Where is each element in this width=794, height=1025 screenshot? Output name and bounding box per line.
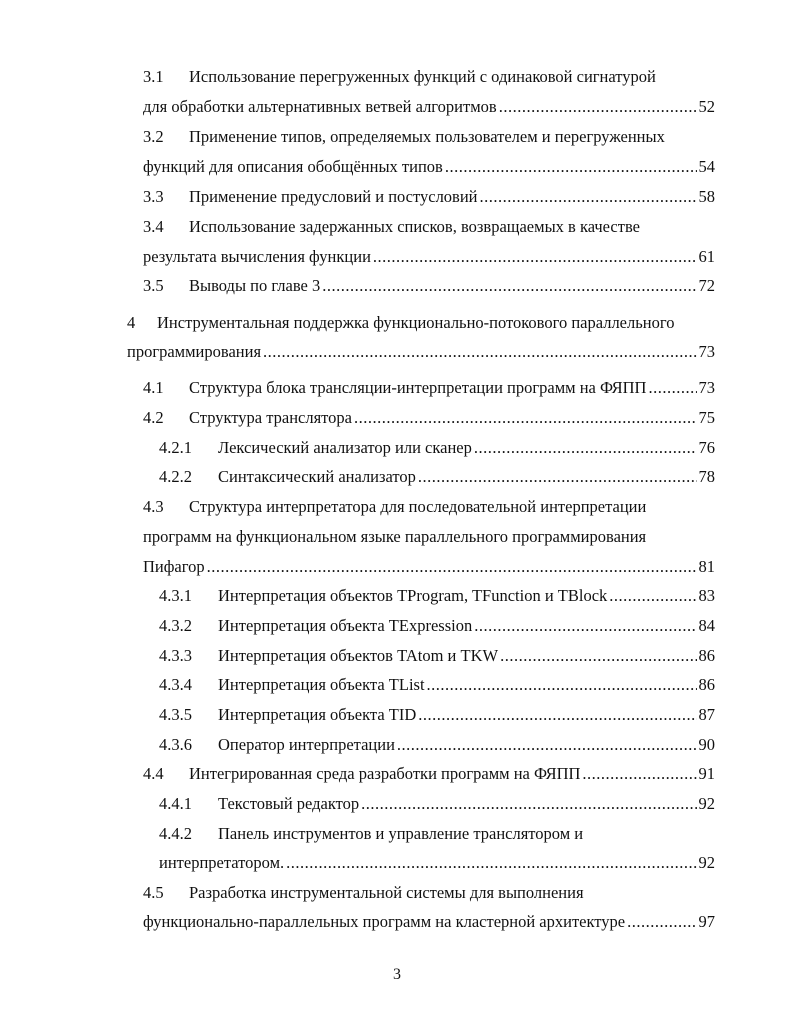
toc-entry-title: Выводы по главе 3 bbox=[189, 276, 321, 295]
toc-entry-title: Лексический анализатор или сканер bbox=[218, 438, 472, 457]
toc-entry-number: 4.2.1 bbox=[159, 438, 192, 457]
toc-entry-number: 4.3.1 bbox=[159, 586, 192, 605]
toc-leader-dots bbox=[474, 438, 697, 458]
toc-entry-number: 3.2 bbox=[143, 127, 164, 146]
toc-entry-title: Инструментальная поддержка функционально-потокового параллельного bbox=[157, 313, 675, 332]
toc-entry-page: 73 bbox=[698, 378, 715, 397]
toc-entry-number: 4.4.2 bbox=[159, 824, 192, 843]
toc-entry-title: Использование задержанных списков, возвращаемых в качестве bbox=[189, 217, 640, 236]
toc-entry-number: 4.2 bbox=[143, 408, 164, 427]
toc-leader-dots bbox=[418, 467, 697, 487]
toc-entry-title: Интерпретация объектов TProgram, TFunction и TBlock bbox=[218, 586, 608, 605]
toc-entry-title: Структура блока трансляции-интерпретации программ на ФЯПП bbox=[189, 378, 647, 397]
toc-entry-page: 81 bbox=[698, 557, 715, 576]
toc-entry-page: 86 bbox=[698, 675, 715, 694]
toc-entry-title-cont: для обработки альтернативных ветвей алгоритмов bbox=[143, 97, 497, 116]
toc-entry-number: 4.2.2 bbox=[159, 467, 192, 486]
toc-entry-page: 84 bbox=[698, 616, 715, 635]
toc-entry-title: Использование перегруженных функций с одинаковой сигнатурой bbox=[189, 67, 656, 86]
toc-leader-dots bbox=[500, 646, 696, 666]
toc-entry-page: 91 bbox=[698, 764, 715, 783]
toc-leader-dots bbox=[427, 675, 697, 695]
toc-entry-page: 87 bbox=[698, 705, 715, 724]
toc-leader-dots bbox=[648, 378, 696, 398]
toc-entry-number: 4.3.3 bbox=[159, 646, 192, 665]
toc-entry-title: Интерпретация объекта TExpression bbox=[218, 616, 473, 635]
toc-entry-page: 92 bbox=[698, 853, 715, 872]
toc-entry-number: 4.4.1 bbox=[159, 794, 192, 813]
toc-entry-number: 4.3 bbox=[143, 497, 164, 516]
toc-entry-number: 4.4 bbox=[143, 764, 164, 783]
toc-entry-title: Применение предусловий и постусловий bbox=[189, 187, 478, 206]
toc-entry-number: 3.5 bbox=[143, 276, 164, 295]
toc-entry-title: Применение типов, определяемых пользователем и перегруженных bbox=[189, 127, 665, 146]
toc-entry-title: Интерпретация объектов TAtom и TKW bbox=[218, 646, 499, 665]
toc-leader-dots bbox=[480, 187, 697, 207]
toc-entry-page: 76 bbox=[698, 438, 715, 457]
toc-entry-number: 4.1 bbox=[143, 378, 164, 397]
toc-entry-title-cont: программ на функциональном языке параллельного программирования bbox=[143, 527, 647, 546]
toc-entry-page: 90 bbox=[698, 735, 715, 754]
toc-leader-dots bbox=[322, 276, 696, 296]
toc-entry-page: 73 bbox=[698, 342, 715, 361]
toc-entry-title: Интерпретация объекта TID bbox=[218, 705, 417, 724]
toc-entry-title: Оператор интерпретации bbox=[218, 735, 395, 754]
toc-entry-page: 58 bbox=[698, 187, 715, 206]
toc-entry-number: 4 bbox=[127, 313, 136, 332]
toc-entry-title: Структура транслятора bbox=[189, 408, 353, 427]
toc-entry-title-cont: интерпретатором. bbox=[159, 853, 285, 872]
toc-entry-page: 97 bbox=[698, 912, 715, 931]
toc-entry-page: 52 bbox=[698, 97, 715, 116]
toc-entry-page: 72 bbox=[698, 276, 715, 295]
toc-leader-dots bbox=[286, 853, 696, 873]
toc-leader-dots bbox=[627, 912, 696, 932]
toc-leader-dots bbox=[354, 408, 696, 428]
toc-entry-number: 4.3.6 bbox=[159, 735, 192, 754]
toc-entry-title: Интерпретация объекта TList bbox=[218, 675, 425, 694]
toc-entry-number: 3.1 bbox=[143, 67, 164, 86]
toc-leader-dots bbox=[373, 247, 697, 267]
toc-entry-title: Структура интерпретатора для последовательной интерпретации bbox=[189, 497, 647, 516]
toc-entry-title-cont: Пифагор bbox=[143, 557, 205, 576]
toc-entry-page: 83 bbox=[698, 586, 715, 605]
toc-entry-page: 75 bbox=[698, 408, 715, 427]
page-number: 3 bbox=[393, 966, 401, 983]
toc-entry-number: 4.3.2 bbox=[159, 616, 192, 635]
toc-entry-title: Интегрированная среда разработки программ на ФЯПП bbox=[189, 764, 581, 783]
toc-leader-dots bbox=[474, 616, 696, 636]
toc-leader-dots bbox=[499, 97, 697, 117]
toc-leader-dots bbox=[609, 586, 696, 606]
toc-leader-dots bbox=[361, 794, 696, 814]
toc-entry-number: 4.3.5 bbox=[159, 705, 192, 724]
toc-entry-title: Разработка инструментальной системы для выполнения bbox=[189, 883, 584, 902]
toc-entry-number: 4.3.4 bbox=[159, 675, 192, 694]
toc-entry-page: 86 bbox=[698, 646, 715, 665]
toc-entry-page: 92 bbox=[698, 794, 715, 813]
toc-entry-title: Синтаксический анализатор bbox=[218, 467, 416, 486]
toc-entry-title-cont: функционально-параллельных программ на кластерной архитектуре bbox=[143, 912, 626, 931]
toc-leader-dots bbox=[263, 342, 696, 362]
toc-leader-dots bbox=[582, 764, 696, 784]
toc-entry-title: Панель инструментов и управление транслятором и bbox=[218, 824, 584, 843]
toc-leader-dots bbox=[397, 735, 697, 755]
toc-entry-page: 78 bbox=[698, 467, 715, 486]
toc-entry-number: 3.3 bbox=[143, 187, 164, 206]
toc-entry-page: 54 bbox=[698, 157, 715, 176]
toc-entry-title-cont: функций для описания обобщённых типов bbox=[143, 157, 443, 176]
toc-leader-dots bbox=[445, 157, 697, 177]
toc-entry-title: Текстовый редактор bbox=[218, 794, 360, 813]
toc-entry-title-cont: программирования bbox=[127, 342, 262, 361]
toc-leader-dots bbox=[207, 557, 697, 577]
toc-entry-number: 3.4 bbox=[143, 217, 164, 236]
toc-entry-number: 4.5 bbox=[143, 883, 164, 902]
toc-leader-dots bbox=[418, 705, 696, 725]
toc-entry-page: 61 bbox=[698, 247, 715, 266]
toc-entry-title-cont: результата вычисления функции bbox=[143, 247, 371, 266]
